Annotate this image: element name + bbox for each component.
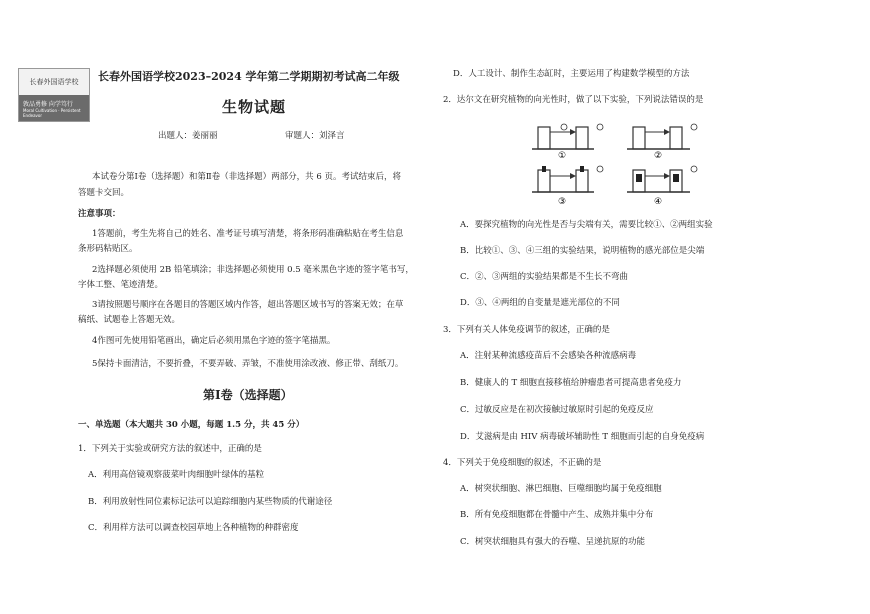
note-5: 5保持卡面清洁，不要折叠，不要弄破、弄皱，不准使用涂改液、修正带、刮纸刀。 xyxy=(92,359,404,369)
q4-option-c: C．树突状细胞具有强大的吞噬、呈递抗原的功能 xyxy=(460,537,646,547)
logo-text: 长春外国语学校 xyxy=(29,78,79,86)
logo-motto-en: Moral Cultivation · Persistent Endeavor xyxy=(23,107,81,118)
q3-option-c: C．过敏反应是在初次接触过敏原时引起的免疫反应 xyxy=(460,405,654,415)
panel-label-1: ① xyxy=(558,151,567,161)
setter: 出题人：姜丽丽 xyxy=(158,131,218,141)
panel-label-3: ③ xyxy=(558,197,567,207)
section-heading: 一、单选题（本大题共 30 小题，每题 1.5 分，共 45 分） xyxy=(78,420,305,430)
q3-option-b: B．健康人的 T 细胞直接移植给肿瘤患者可提高患者免疫力 xyxy=(460,378,682,388)
logo-top xyxy=(19,69,89,95)
reviewer: 审题人：刘泽言 xyxy=(285,131,345,141)
q3-stem: 3．下列有关人体免疫调节的叙述，正确的是 xyxy=(443,325,610,335)
panel-label-2: ② xyxy=(654,151,663,161)
intro-line-1: 本试卷分第Ⅰ卷（选择题）和第Ⅱ卷（非选择题）两部分，共 6 页。考试结束后，将 xyxy=(92,172,401,182)
q4-stem: 4．下列关于免疫细胞的叙述，不正确的是 xyxy=(443,458,602,468)
q2-option-b: B．比较①、③、④三组的实验结果，说明植物的感光部位是尖端 xyxy=(460,246,705,256)
q2-option-a: A．要探究植物的向光性是否与尖端有关，需要比较①、②两组实验 xyxy=(460,220,713,230)
q2-option-d: D．③、④两组的自变量是遮光部位的不同 xyxy=(460,298,620,308)
note-4: 4作图可先使用铅笔画出，确定后必须用黑色字迹的签字笔描黑。 xyxy=(92,336,336,346)
notes-heading: 注意事项： xyxy=(78,209,121,219)
panel-4 xyxy=(627,166,697,207)
q2-diagram xyxy=(530,118,715,210)
school-logo xyxy=(18,68,90,122)
q1-option-c: C．利用样方法可以调查校园草地上各种植物的种群密度 xyxy=(88,523,299,533)
school-title: 长春外国语学校2023–2024 学年第二学期期初考试高二年级 xyxy=(98,70,400,83)
note-2b: 字体工整、笔迹清楚。 xyxy=(78,280,164,290)
q2-option-c: C．②、③两组的实验结果都是不生长不弯曲 xyxy=(460,272,629,282)
logo-bottom xyxy=(19,95,89,121)
q2-stem: 2．达尔文在研究植物的向光性时，做了以下实验，下列说法错误的是 xyxy=(443,95,704,105)
logo-motto: 敦品勇修 向学笃行 xyxy=(23,100,73,108)
q3-option-a: A．注射某种流感疫苗后不会感染各种流感病毒 xyxy=(460,351,637,361)
panel-2 xyxy=(627,124,697,161)
q1-option-d: D．人工设计、制作生态缸时，主要运用了构建数学模型的方法 xyxy=(453,69,690,79)
q3-option-d: D．艾滋病是由 HIV 病毒破坏辅助性 T 细胞而引起的自身免疫病 xyxy=(460,432,705,442)
note-2a: 2选择题必须使用 2B 铅笔填涂；非选择题必须使用 0.5 毫米黑色字迹的签字笔书写， xyxy=(92,265,414,275)
note-1a: 1答题前，考生先将自己的姓名、准考证号填写清楚，将条形码准确粘贴在考生信息 xyxy=(92,229,404,239)
note-3b: 稿纸、试题卷上答题无效。 xyxy=(78,315,181,325)
q4-option-b: B．所有免疫细胞都在骨髓中产生、成熟并集中分布 xyxy=(460,510,654,520)
q4-option-a: A．树突状细胞、淋巴细胞、巨噬细胞均属于免疫细胞 xyxy=(460,484,662,494)
q1-option-b: B．利用放射性同位素标记法可以追踪细胞内某些物质的代谢途径 xyxy=(88,497,333,507)
intro-line-2: 答题卡交回。 xyxy=(78,188,130,198)
part1-title: 第Ⅰ卷（选择题） xyxy=(203,388,293,402)
q1-stem: 1．下列关于实验或研究方法的叙述中，正确的是 xyxy=(78,444,262,454)
note-1b: 条形码粘贴区。 xyxy=(78,244,138,254)
q1-option-a: A．利用高倍镜观察菠菜叶肉细胞叶绿体的基粒 xyxy=(88,470,265,480)
panel-3 xyxy=(532,166,603,207)
panel-1 xyxy=(532,124,603,161)
note-3a: 3请按照题号顺序在各题目的答题区域内作答，超出答题区域书写的答案无效；在草 xyxy=(92,300,404,310)
panel-label-4: ④ xyxy=(654,197,663,207)
page-title: 生物试题 xyxy=(222,98,287,116)
